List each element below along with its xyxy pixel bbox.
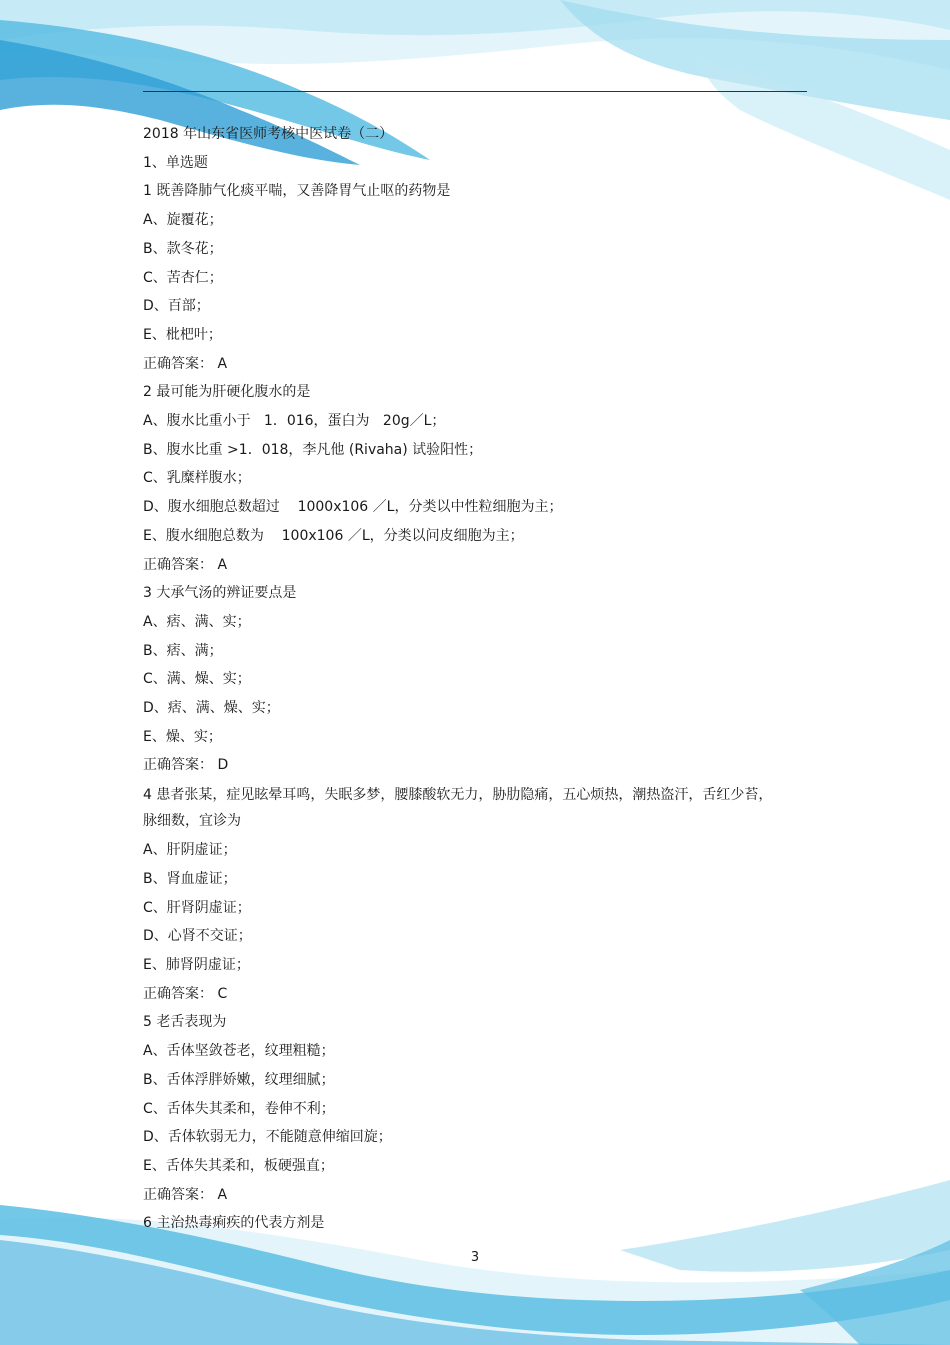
option-a: A、痞、满、实； [143,613,251,630]
correct-answer: 正确答案： A [143,556,228,573]
option-c: C、苦杏仁； [143,269,223,286]
correct-answer: 正确答案： A [143,355,228,372]
question-stem: 5 老舌表现为 [143,1014,227,1031]
question-5 [143,1008,783,1209]
option-b: B、肾血虚证； [143,870,237,887]
question-stem: 4 患者张某，症见眩晕耳鸣，失眠多梦，腰膝酸软无力，胁肋隐痛，五心烦热，潮热盗汗，舌红少苔，脉细数，宜诊为 [143,787,773,830]
question-stem: 1 既善降肺气化痰平喘，又善降胃气止呕的药物是 [143,183,451,200]
question-2 [143,378,783,579]
question-4 [143,780,783,1008]
question-1 [143,177,783,378]
question-stem: 3 大承气汤的辨证要点是 [143,585,297,602]
option-b: B、腹水比重 >1．018，李凡他 (Rivaha) 试验阳性； [143,441,483,458]
question-3 [143,579,783,780]
page-number: 3 [470,1250,480,1265]
exam-content [143,120,783,1238]
option-a: A、舌体坚敛苍老，纹理粗糙； [143,1043,335,1060]
correct-answer: 正确答案： D [143,757,229,774]
question-stem: 6 主治热毒痢疾的代表方剂是 [143,1215,325,1232]
header-rule [143,91,807,92]
option-b: B、痞、满； [143,642,223,659]
option-e: E、腹水细胞总数为 100x106 ／L，分类以问皮细胞为主； [143,527,524,544]
question-6 [143,1209,783,1238]
option-d: D、百部； [143,298,210,315]
option-e: E、舌体失其柔和，板硬强直； [143,1157,334,1174]
option-d: D、痞、满、燥、实； [143,700,280,717]
option-d: D、舌体软弱无力，不能随意伸缩回旋； [143,1129,392,1146]
option-e: E、燥、实； [143,728,222,745]
option-d: D、心肾不交证； [143,928,252,945]
document-title: 2018 年山东省医师考核中医试卷（二） [143,126,394,142]
option-a: A、旋覆花； [143,212,223,229]
option-e: E、枇杷叶； [143,326,222,343]
section-heading: 1、单选题 [143,154,208,171]
option-c: C、乳糜样腹水； [143,470,251,487]
option-a: A、腹水比重小于 1．016，蛋白为 20g／L； [143,413,446,430]
option-c: C、舌体失其柔和，卷伸不利； [143,1100,335,1117]
option-b: B、舌体浮胖娇嫩，纹理细腻； [143,1071,335,1088]
option-c: C、肝肾阴虚证； [143,899,251,916]
option-b: B、款冬花； [143,240,223,257]
correct-answer: 正确答案： A [143,1186,228,1203]
correct-answer: 正确答案： C [143,985,228,1002]
option-e: E、肺肾阴虚证； [143,956,250,973]
option-d: D、腹水细胞总数超过 1000x106 ／L，分类以中性粒细胞为主； [143,499,563,516]
question-stem: 2 最可能为肝硬化腹水的是 [143,384,311,401]
option-c: C、满、燥、实； [143,671,251,688]
option-a: A、肝阴虚证； [143,842,237,859]
